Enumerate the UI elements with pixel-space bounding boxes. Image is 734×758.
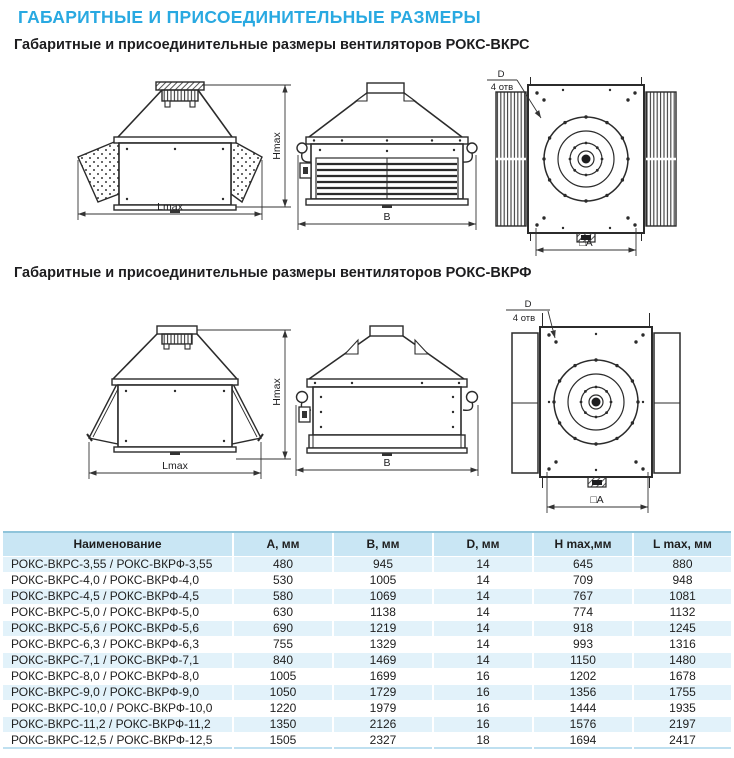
cell-dim-lmax: 1755 xyxy=(633,684,731,700)
vkrs-front-view xyxy=(297,83,477,230)
cell-dim-lmax: 880 xyxy=(633,556,731,572)
table-row xyxy=(3,636,731,652)
terminal-box xyxy=(300,163,311,178)
cell-dim-lmax: 1081 xyxy=(633,588,731,604)
cell-model-name: РОКС-ВКРС-3,55 / РОКС-ВКРФ-3,55 xyxy=(3,556,233,572)
dimensions-table xyxy=(3,531,731,749)
vkrf-top-view xyxy=(506,299,680,513)
cell-dim-a: 630 xyxy=(233,604,333,620)
cell-dim-b: 1138 xyxy=(333,604,433,620)
table-header xyxy=(3,532,731,556)
cell-dim-lmax: 1935 xyxy=(633,700,731,716)
square-a-label: □A xyxy=(579,237,593,249)
lmax-label: Lmax xyxy=(157,201,183,213)
bottom-flange xyxy=(306,199,468,205)
cell-dim-b: 1005 xyxy=(333,572,433,588)
hmax-label: Hmax xyxy=(271,378,283,406)
cell-model-name: РОКС-ВКРС-10,0 / РОКС-ВКРФ-10,0 xyxy=(3,700,233,716)
cell-dim-d: 16 xyxy=(433,700,533,716)
vkrf-front-view xyxy=(296,326,478,476)
cell-dim-b: 1729 xyxy=(333,684,433,700)
d-label: D xyxy=(497,69,505,80)
cell-model-name: РОКС-ВКРС-5,6 / РОКС-ВКРФ-5,6 xyxy=(3,620,233,636)
cell-dim-lmax: 1678 xyxy=(633,668,731,684)
section-heading-vkrf: Габаритные и присоединительные размеры вентиляторов РОКС-ВКРФ xyxy=(14,265,532,281)
cell-model-name: РОКС-ВКРС-4,5 / РОКС-ВКРФ-4,5 xyxy=(3,588,233,604)
lmax-label: Lmax xyxy=(162,460,188,472)
cell-dim-b: 1469 xyxy=(333,652,433,668)
cell-dim-d: 14 xyxy=(433,620,533,636)
table-row xyxy=(3,604,731,620)
fan-body xyxy=(307,379,467,456)
cell-dim-hmax: 918 xyxy=(533,620,633,636)
cell-dim-a: 1505 xyxy=(233,732,333,748)
cell-dim-lmax: 1132 xyxy=(633,604,731,620)
col-header-d: D, мм xyxy=(433,532,533,556)
cell-dim-a: 1350 xyxy=(233,716,333,732)
cell-dim-a: 1005 xyxy=(233,668,333,684)
cell-dim-a: 755 xyxy=(233,636,333,652)
cell-dim-hmax: 709 xyxy=(533,572,633,588)
roof-hood xyxy=(118,82,232,137)
holes-count-label: 4 отв xyxy=(490,82,514,93)
cell-dim-hmax: 1694 xyxy=(533,732,633,748)
cell-dim-b: 1699 xyxy=(333,668,433,684)
terminal-box xyxy=(299,407,310,422)
cell-dim-lmax: 2197 xyxy=(633,716,731,732)
cell-model-name: РОКС-ВКРС-5,0 / РОКС-ВКРФ-5,0 xyxy=(3,604,233,620)
cell-model-name: РОКС-ВКРС-6,3 / РОКС-ВКРФ-6,3 xyxy=(3,636,233,652)
cell-dim-b: 945 xyxy=(333,556,433,572)
fan-body xyxy=(112,379,238,455)
col-header-lmax: L max, мм xyxy=(633,532,731,556)
page-title: ГАБАРИТНЫЕ И ПРИСОЕДИНИТЕЛЬНЫЕ РАЗМЕРЫ xyxy=(18,7,481,27)
cell-dim-lmax: 1316 xyxy=(633,636,731,652)
col-header-name: Наименование xyxy=(3,532,233,556)
cell-dim-d: 14 xyxy=(433,588,533,604)
cell-dim-b: 2327 xyxy=(333,732,433,748)
cell-dim-a: 840 xyxy=(233,652,333,668)
cell-dim-lmax: 2417 xyxy=(633,732,731,748)
cell-dim-b: 2126 xyxy=(333,716,433,732)
b-label: B xyxy=(383,211,391,223)
roof-hood xyxy=(309,83,462,137)
cell-dim-b: 1329 xyxy=(333,636,433,652)
cell-dim-hmax: 1356 xyxy=(533,684,633,700)
cell-dim-a: 580 xyxy=(233,588,333,604)
cell-dim-d: 16 xyxy=(433,716,533,732)
cell-dim-lmax: 1480 xyxy=(633,652,731,668)
roof-hood xyxy=(113,326,237,379)
col-header-a: А, мм xyxy=(233,532,333,556)
cell-dim-hmax: 993 xyxy=(533,636,633,652)
cell-dim-hmax: 1150 xyxy=(533,652,633,668)
vkrf-drawings xyxy=(0,290,734,522)
cell-model-name: РОКС-ВКРС-8,0 / РОКС-ВКРФ-8,0 xyxy=(3,668,233,684)
cell-dim-d: 14 xyxy=(433,604,533,620)
cell-dim-a: 1050 xyxy=(233,684,333,700)
cell-model-name: РОКС-ВКРС-9,0 / РОКС-ВКРФ-9,0 xyxy=(3,684,233,700)
table-row xyxy=(3,620,731,636)
square-a-label: □A xyxy=(590,494,604,506)
table-row xyxy=(3,716,731,732)
bottom-connector xyxy=(588,477,606,487)
cell-dim-a: 530 xyxy=(233,572,333,588)
table-row xyxy=(3,684,731,700)
cell-dim-hmax: 767 xyxy=(533,588,633,604)
cell-model-name: РОКС-ВКРС-11,2 / РОКС-ВКРФ-11,2 xyxy=(3,716,233,732)
table-row xyxy=(3,588,731,604)
holes-count-label: 4 отв xyxy=(512,313,536,324)
cell-dim-d: 14 xyxy=(433,636,533,652)
cell-dim-hmax: 645 xyxy=(533,556,633,572)
cell-dim-hmax: 1576 xyxy=(533,716,633,732)
cell-dim-hmax: 1202 xyxy=(533,668,633,684)
vkrf-side-view xyxy=(87,326,291,479)
cell-dim-b: 1069 xyxy=(333,588,433,604)
d-label: D xyxy=(524,299,532,310)
table-row xyxy=(3,572,731,588)
roof-hood xyxy=(309,326,464,379)
section-heading-vkrs: Габаритные и присоединительные размеры вентиляторов РОКС-ВКРС xyxy=(14,37,530,53)
cell-dim-d: 14 xyxy=(433,652,533,668)
cell-model-name: РОКС-ВКРС-4,0 / РОКС-ВКРФ-4,0 xyxy=(3,572,233,588)
cell-model-name: РОКС-ВКРС-12,5 / РОКС-ВКРФ-12,5 xyxy=(3,732,233,748)
b-label: B xyxy=(383,457,391,469)
hmax-label: Hmax xyxy=(271,132,283,160)
base-tab xyxy=(382,205,392,208)
cell-dim-hmax: 1444 xyxy=(533,700,633,716)
cell-dim-b: 1979 xyxy=(333,700,433,716)
table-row xyxy=(3,700,731,716)
table-body xyxy=(3,556,731,748)
vkrs-side-view xyxy=(78,82,291,220)
cell-dim-hmax: 774 xyxy=(533,604,633,620)
cell-dim-d: 16 xyxy=(433,668,533,684)
table-row xyxy=(3,652,731,668)
cell-dim-d: 14 xyxy=(433,556,533,572)
col-header-hmax: Н max,мм xyxy=(533,532,633,556)
cell-dim-a: 1220 xyxy=(233,700,333,716)
cell-dim-a: 690 xyxy=(233,620,333,636)
cell-dim-d: 14 xyxy=(433,572,533,588)
cell-dim-b: 1219 xyxy=(333,620,433,636)
cell-dim-lmax: 948 xyxy=(633,572,731,588)
cell-dim-d: 18 xyxy=(433,732,533,748)
table-row xyxy=(3,668,731,684)
vkrs-top-view xyxy=(487,69,676,256)
cell-dim-a: 480 xyxy=(233,556,333,572)
table-row xyxy=(3,732,731,748)
table-row xyxy=(3,556,731,572)
col-header-b: В, мм xyxy=(333,532,433,556)
cell-dim-lmax: 1245 xyxy=(633,620,731,636)
cell-dim-d: 16 xyxy=(433,684,533,700)
vkrs-drawings xyxy=(0,60,734,262)
cell-model-name: РОКС-ВКРС-7,1 / РОКС-ВКРФ-7,1 xyxy=(3,652,233,668)
